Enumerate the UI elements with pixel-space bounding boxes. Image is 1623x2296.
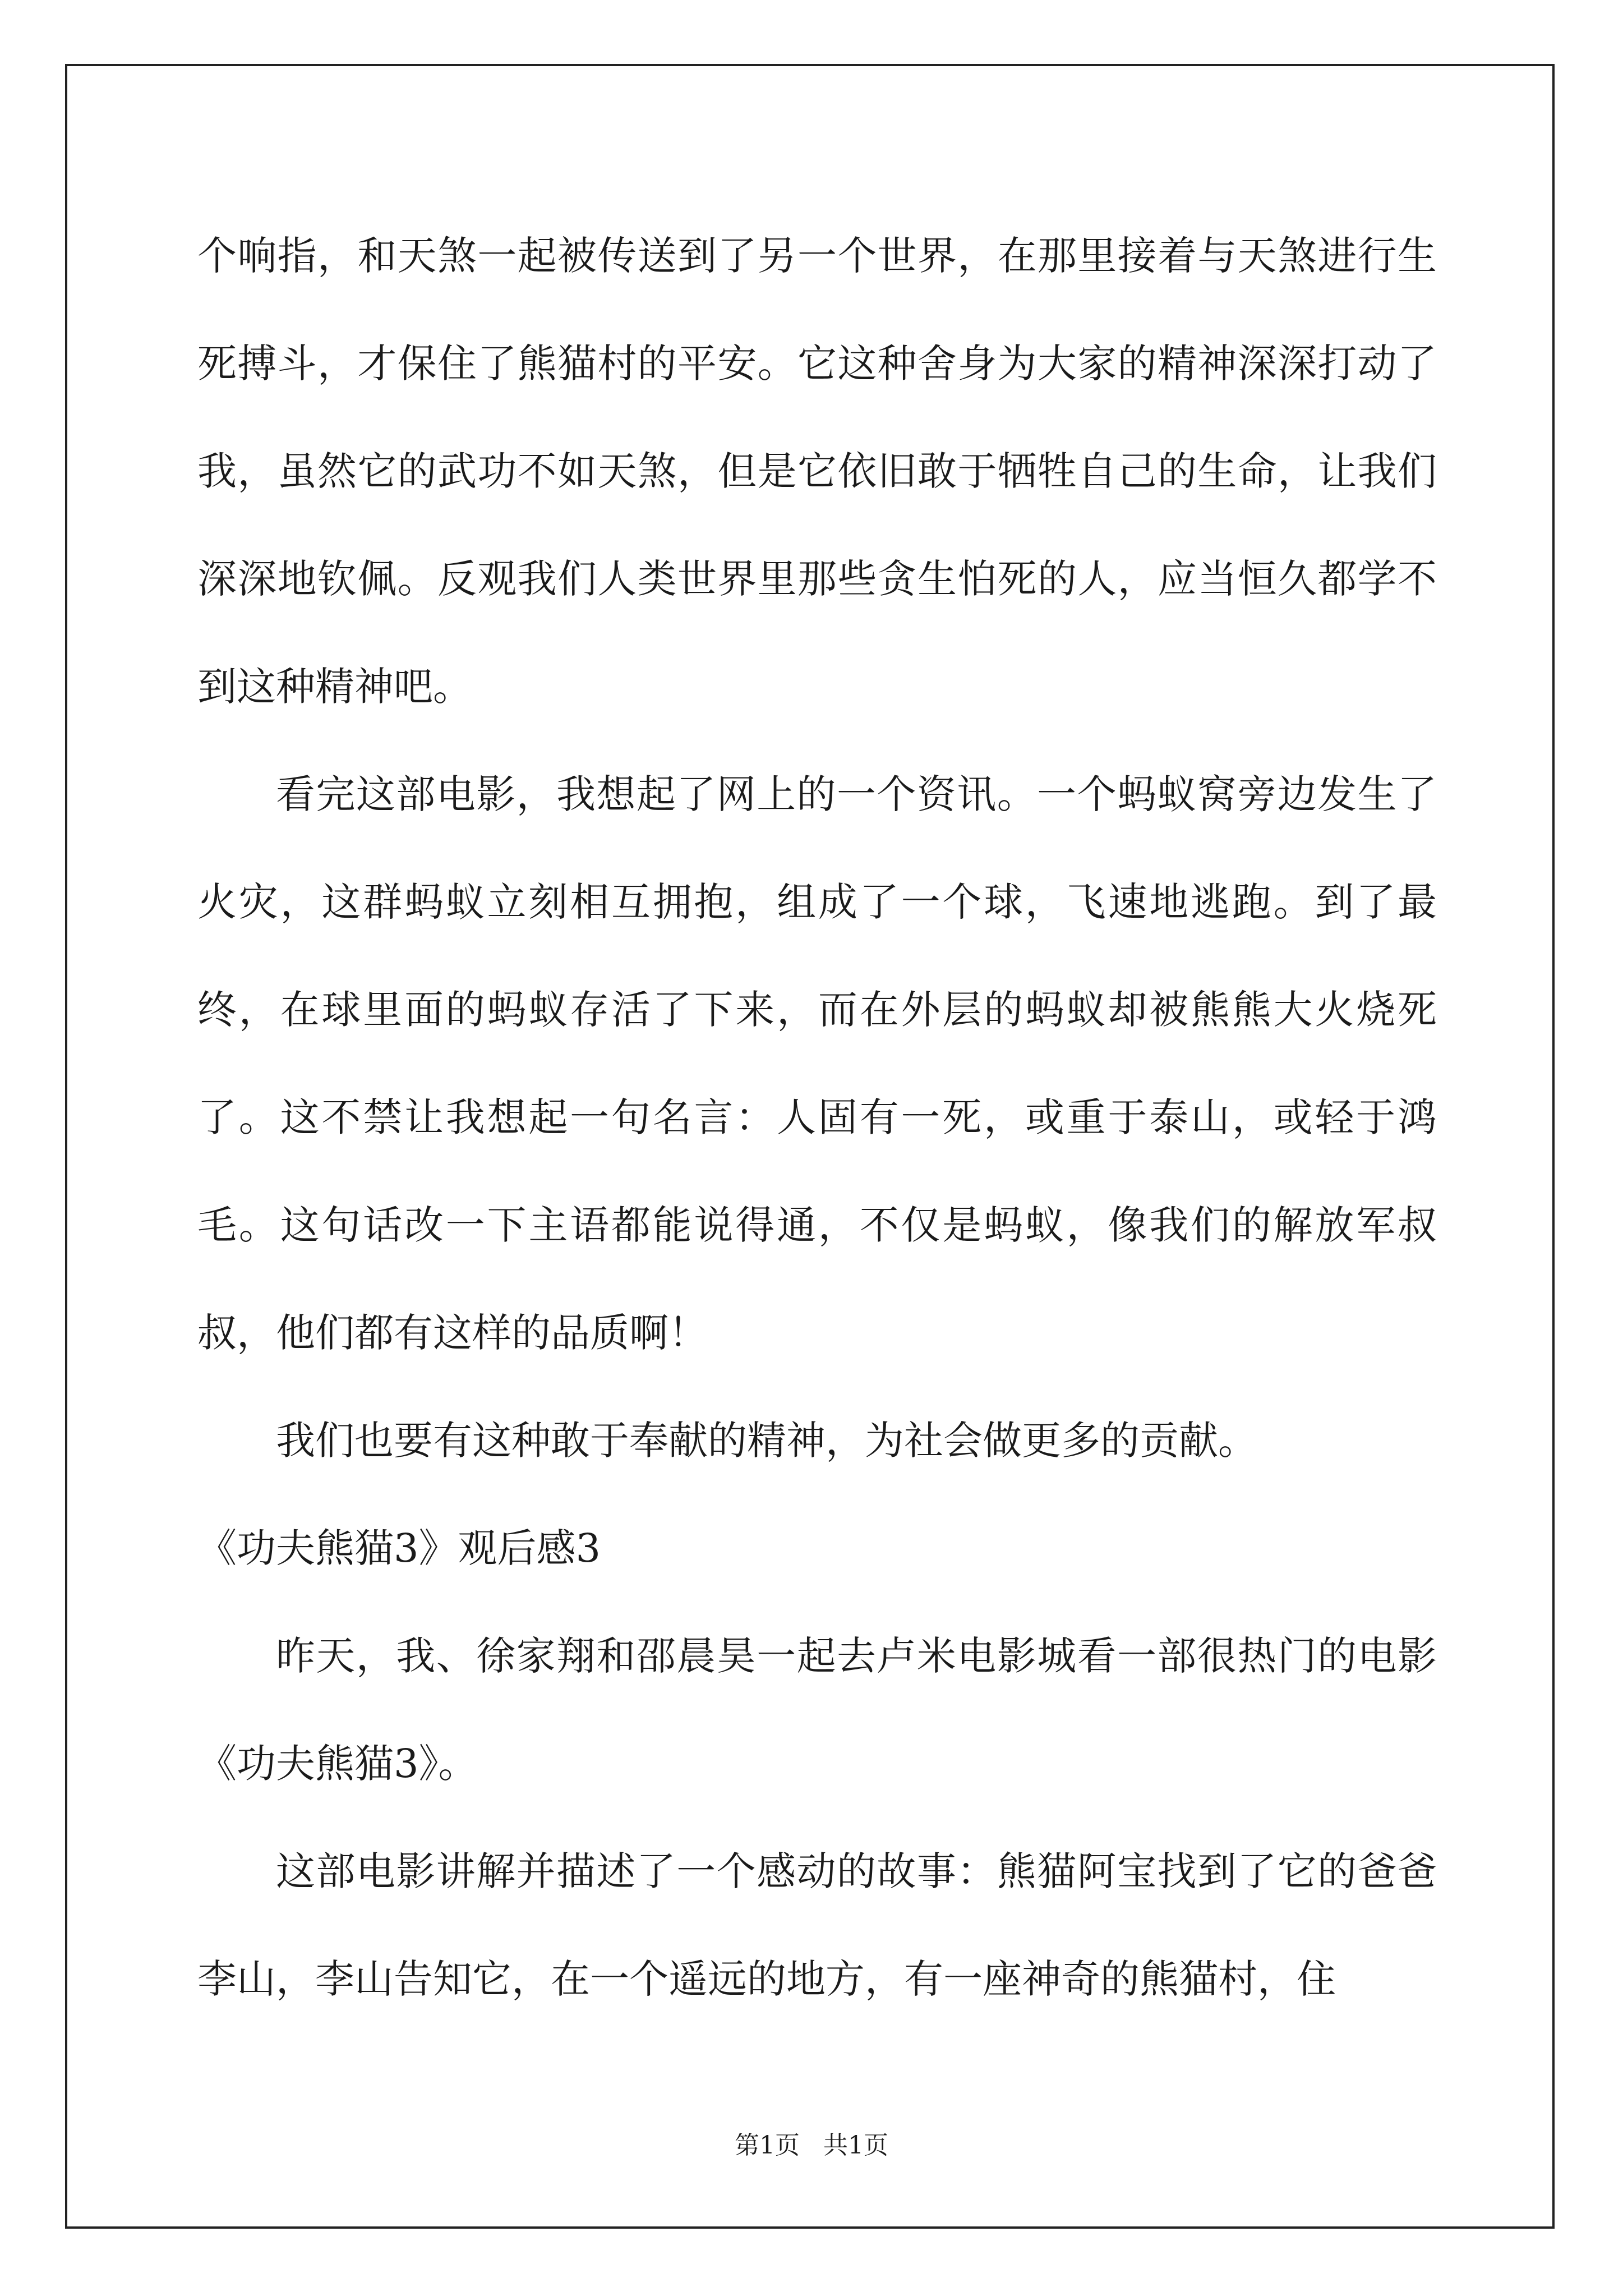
page-number-footer: 第1页 共1页 (735, 2131, 888, 2160)
paragraph-3: 我们也要有这种敢于奉献的精神，为社会做更多的贡献。 (276, 1418, 1257, 1464)
paragraph-5: 这部电影讲解并描述了一个感动的故事：熊猫阿宝找到了它的爸爸李山，李山告知它，在一个遥远的地方，有一座神奇的熊猫村，住 (197, 1848, 1437, 2002)
paragraph-1: 个响指，和天煞一起被传送到了另一个世界，在那里接着与天煞进行生死搏斗，才保住了熊猫村的平安。它这种舍身为大家的精神深深打动了我，虽然它的武功不如天煞，但是它依旧敢于牺牲自己的生命，让我们深深地钦佩。反观我们人类世界里那些贪生怕死的人，应当恒久都学不到这种精神吧。 (197, 233, 1437, 710)
document-body (197, 202, 1437, 2033)
paragraph-4: 昨天，我、徐家翔和邵晨昊一起去卢米电影城看一部很热门的电影《功夫熊猫3》。 (197, 1633, 1437, 1787)
paragraph-2: 看完这部电影，我想起了网上的一个资讯。一个蚂蚁窝旁边发生了火灾，这群蚂蚁立刻相互拥抱，组成了一个球，飞速地逃跑。到了最终，在球里面的蚂蚁存活了下来，而在外层的蚂蚁却被熊熊大火烧死了。这不禁让我想起一句名言：人固有一死，或重于泰山，或轻于鸿毛。这句话改一下主语都能说得通，不仅是蚂蚁，像我们的解放军叔叔，他们都有这样的品质啊！ (197, 771, 1437, 1356)
section-heading: 《功夫熊猫3》观后感3 (197, 1525, 601, 1571)
